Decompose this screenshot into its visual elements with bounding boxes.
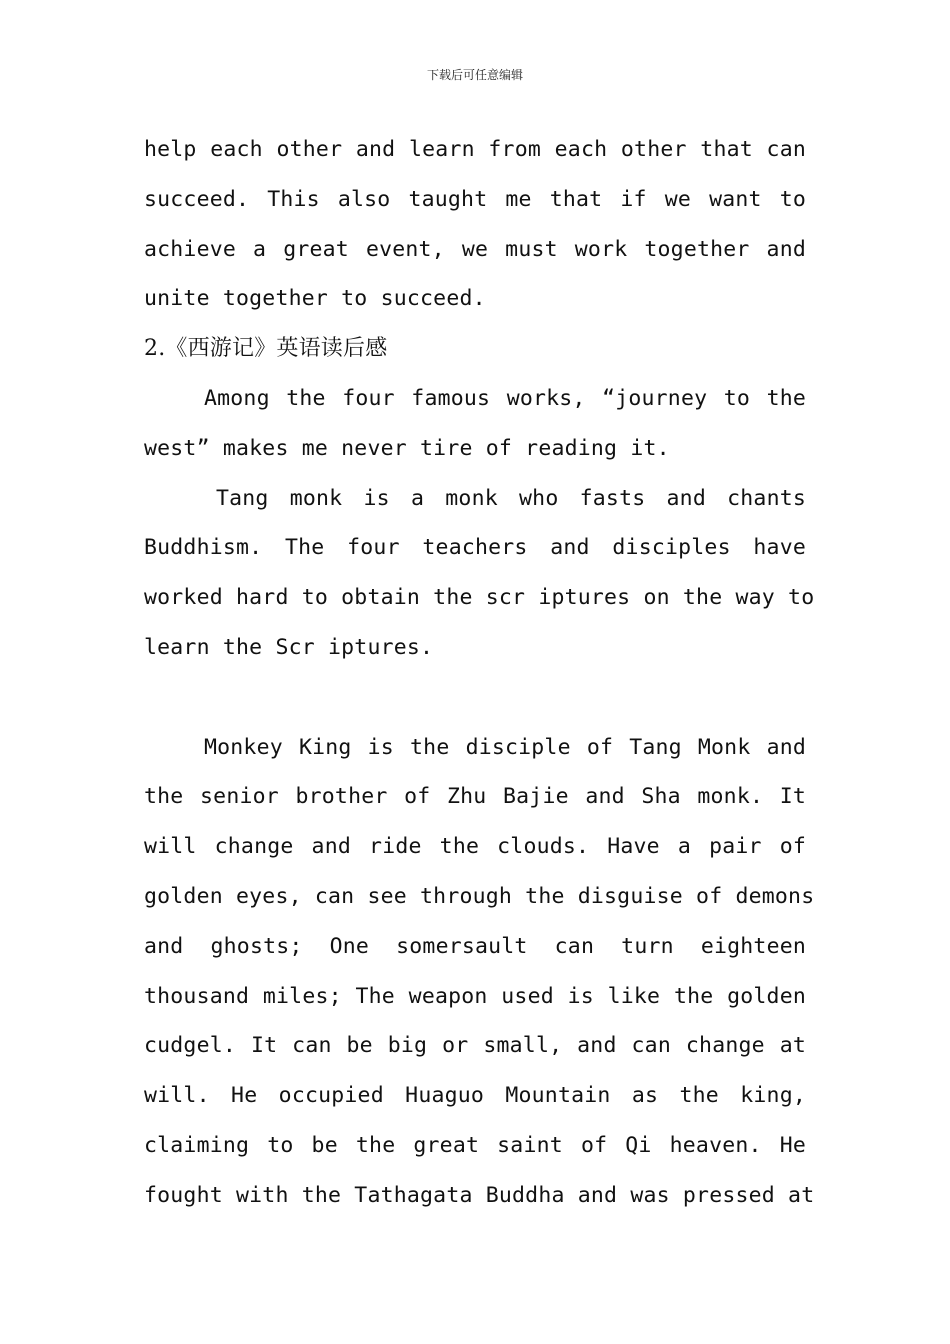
text-line: fought with the Tathagata Buddha and was pressed at xyxy=(144,1182,815,1208)
page-header: 下载后可任意编辑 xyxy=(426,68,523,82)
text-line: help each other and learn from each other that can xyxy=(144,137,806,162)
text-line: claiming to be the great saint of Qi heaven. He xyxy=(144,1133,806,1158)
text-line: thousand miles; The weapon used is like the golden xyxy=(144,983,806,1009)
text-line: the senior brother of Zhu Bajie and Sha monk. It xyxy=(144,784,806,810)
text-line: learn the Scr iptures. xyxy=(144,635,434,660)
text-line: succeed. This also taught me that if we want to xyxy=(144,186,806,212)
text-line: achieve a great event, we must work together and xyxy=(144,236,806,262)
text-line: and ghosts; One somersault can turn eighteen xyxy=(144,933,806,959)
section-heading: 2.《西游记》英语读后感 xyxy=(144,336,388,362)
text-line xyxy=(144,683,806,713)
text-line: golden eyes, can see through the disguise of demons xyxy=(144,884,815,909)
text-line: will. He occupied Huaguo Mountain as the king, xyxy=(144,1083,806,1109)
text-line: worked hard to obtain the scr iptures on the way to xyxy=(144,585,815,611)
text-line: Monkey King is the disciple of Tang Monk and xyxy=(204,734,806,760)
text-line: west” makes me never tire of reading it. xyxy=(144,435,670,461)
text-line: Buddhism. The four teachers and disciples have xyxy=(144,535,806,561)
text-line: unite together to succeed. xyxy=(144,286,486,312)
text-line: will change and ride the clouds. Have a pair of xyxy=(144,834,806,860)
text-line: cudgel. It can be big or small, and can change at xyxy=(144,1033,806,1059)
text-line: Tang monk is a monk who fasts and chants xyxy=(216,485,806,511)
text-line: Among the four famous works, “journey to the xyxy=(204,386,806,411)
